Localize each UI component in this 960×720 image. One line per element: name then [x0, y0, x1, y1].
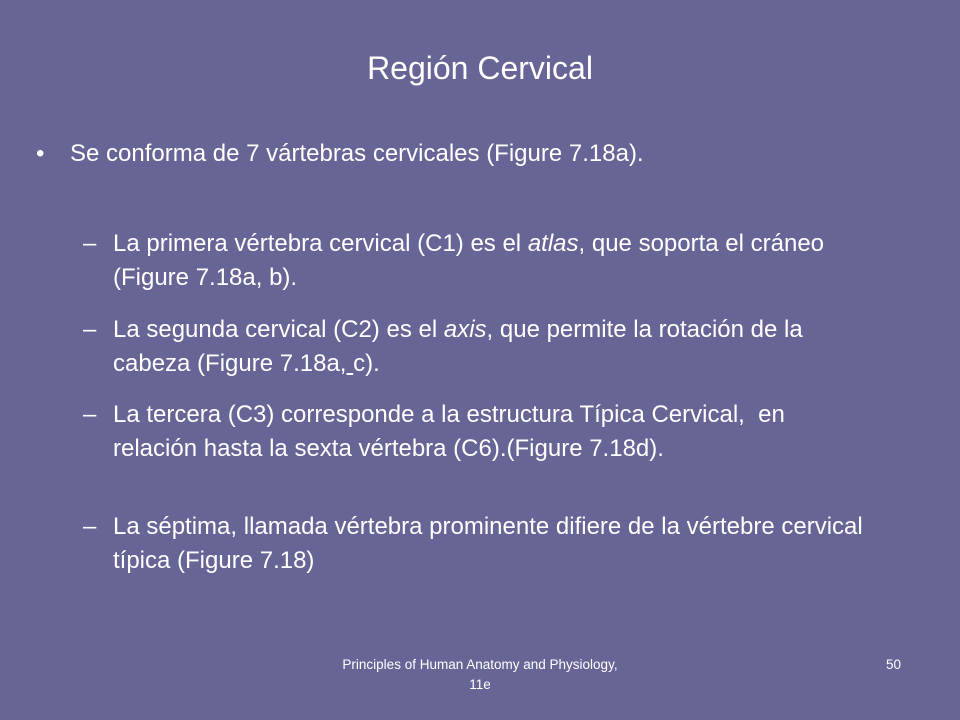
sub-item-prominent: [83, 510, 873, 578]
sub-item-typical: [83, 398, 873, 466]
sub-item-text-part: c).: [353, 350, 380, 377]
sub-item-text-part: , que permite la rotación de la cabeza (Figure 7.18a,: [113, 316, 803, 377]
sub-item-text: La séptima, llamada vértebra prominente difiere de la vértebre cervical típica (Figure 7.18): [113, 513, 863, 574]
sub-item-axis: [83, 313, 873, 381]
sub-item-atlas: [83, 227, 873, 295]
dash-marker: –: [83, 316, 97, 343]
dash-marker: –: [83, 401, 97, 428]
sub-item-text: [113, 227, 873, 295]
slide-title: Región Cervical: [367, 50, 593, 86]
sub-item-text: La tercera (C3) corresponde a la estructura Típica Cervical, en relación hasta la sexta vértebra (C6).(Figure 7.18d).: [113, 401, 792, 462]
dash-marker: –: [83, 230, 97, 257]
bullet-marker: •: [36, 140, 45, 167]
sub-item-text-part: , que soporta el cráneo (Figure 7.18a, b).: [113, 230, 825, 291]
bullet-item: [36, 138, 916, 170]
footer-text: Principles of Human Anatomy and Physiology, 11e: [342, 657, 618, 692]
emphasis-atlas: atlas: [527, 230, 579, 257]
emphasis-axis: axis: [443, 316, 487, 343]
sub-item-text-part: La primera vértebra cervical (C1) es el: [113, 230, 528, 257]
sub-item-text-part: La segunda cervical (C2) es el: [113, 316, 444, 343]
sub-item-text: [113, 313, 873, 381]
page-number: 50: [886, 657, 902, 672]
dash-marker: –: [83, 513, 97, 540]
bullet-text: Se conforma de 7 vártebras cervicales (Figure 7.18a).: [70, 140, 644, 167]
